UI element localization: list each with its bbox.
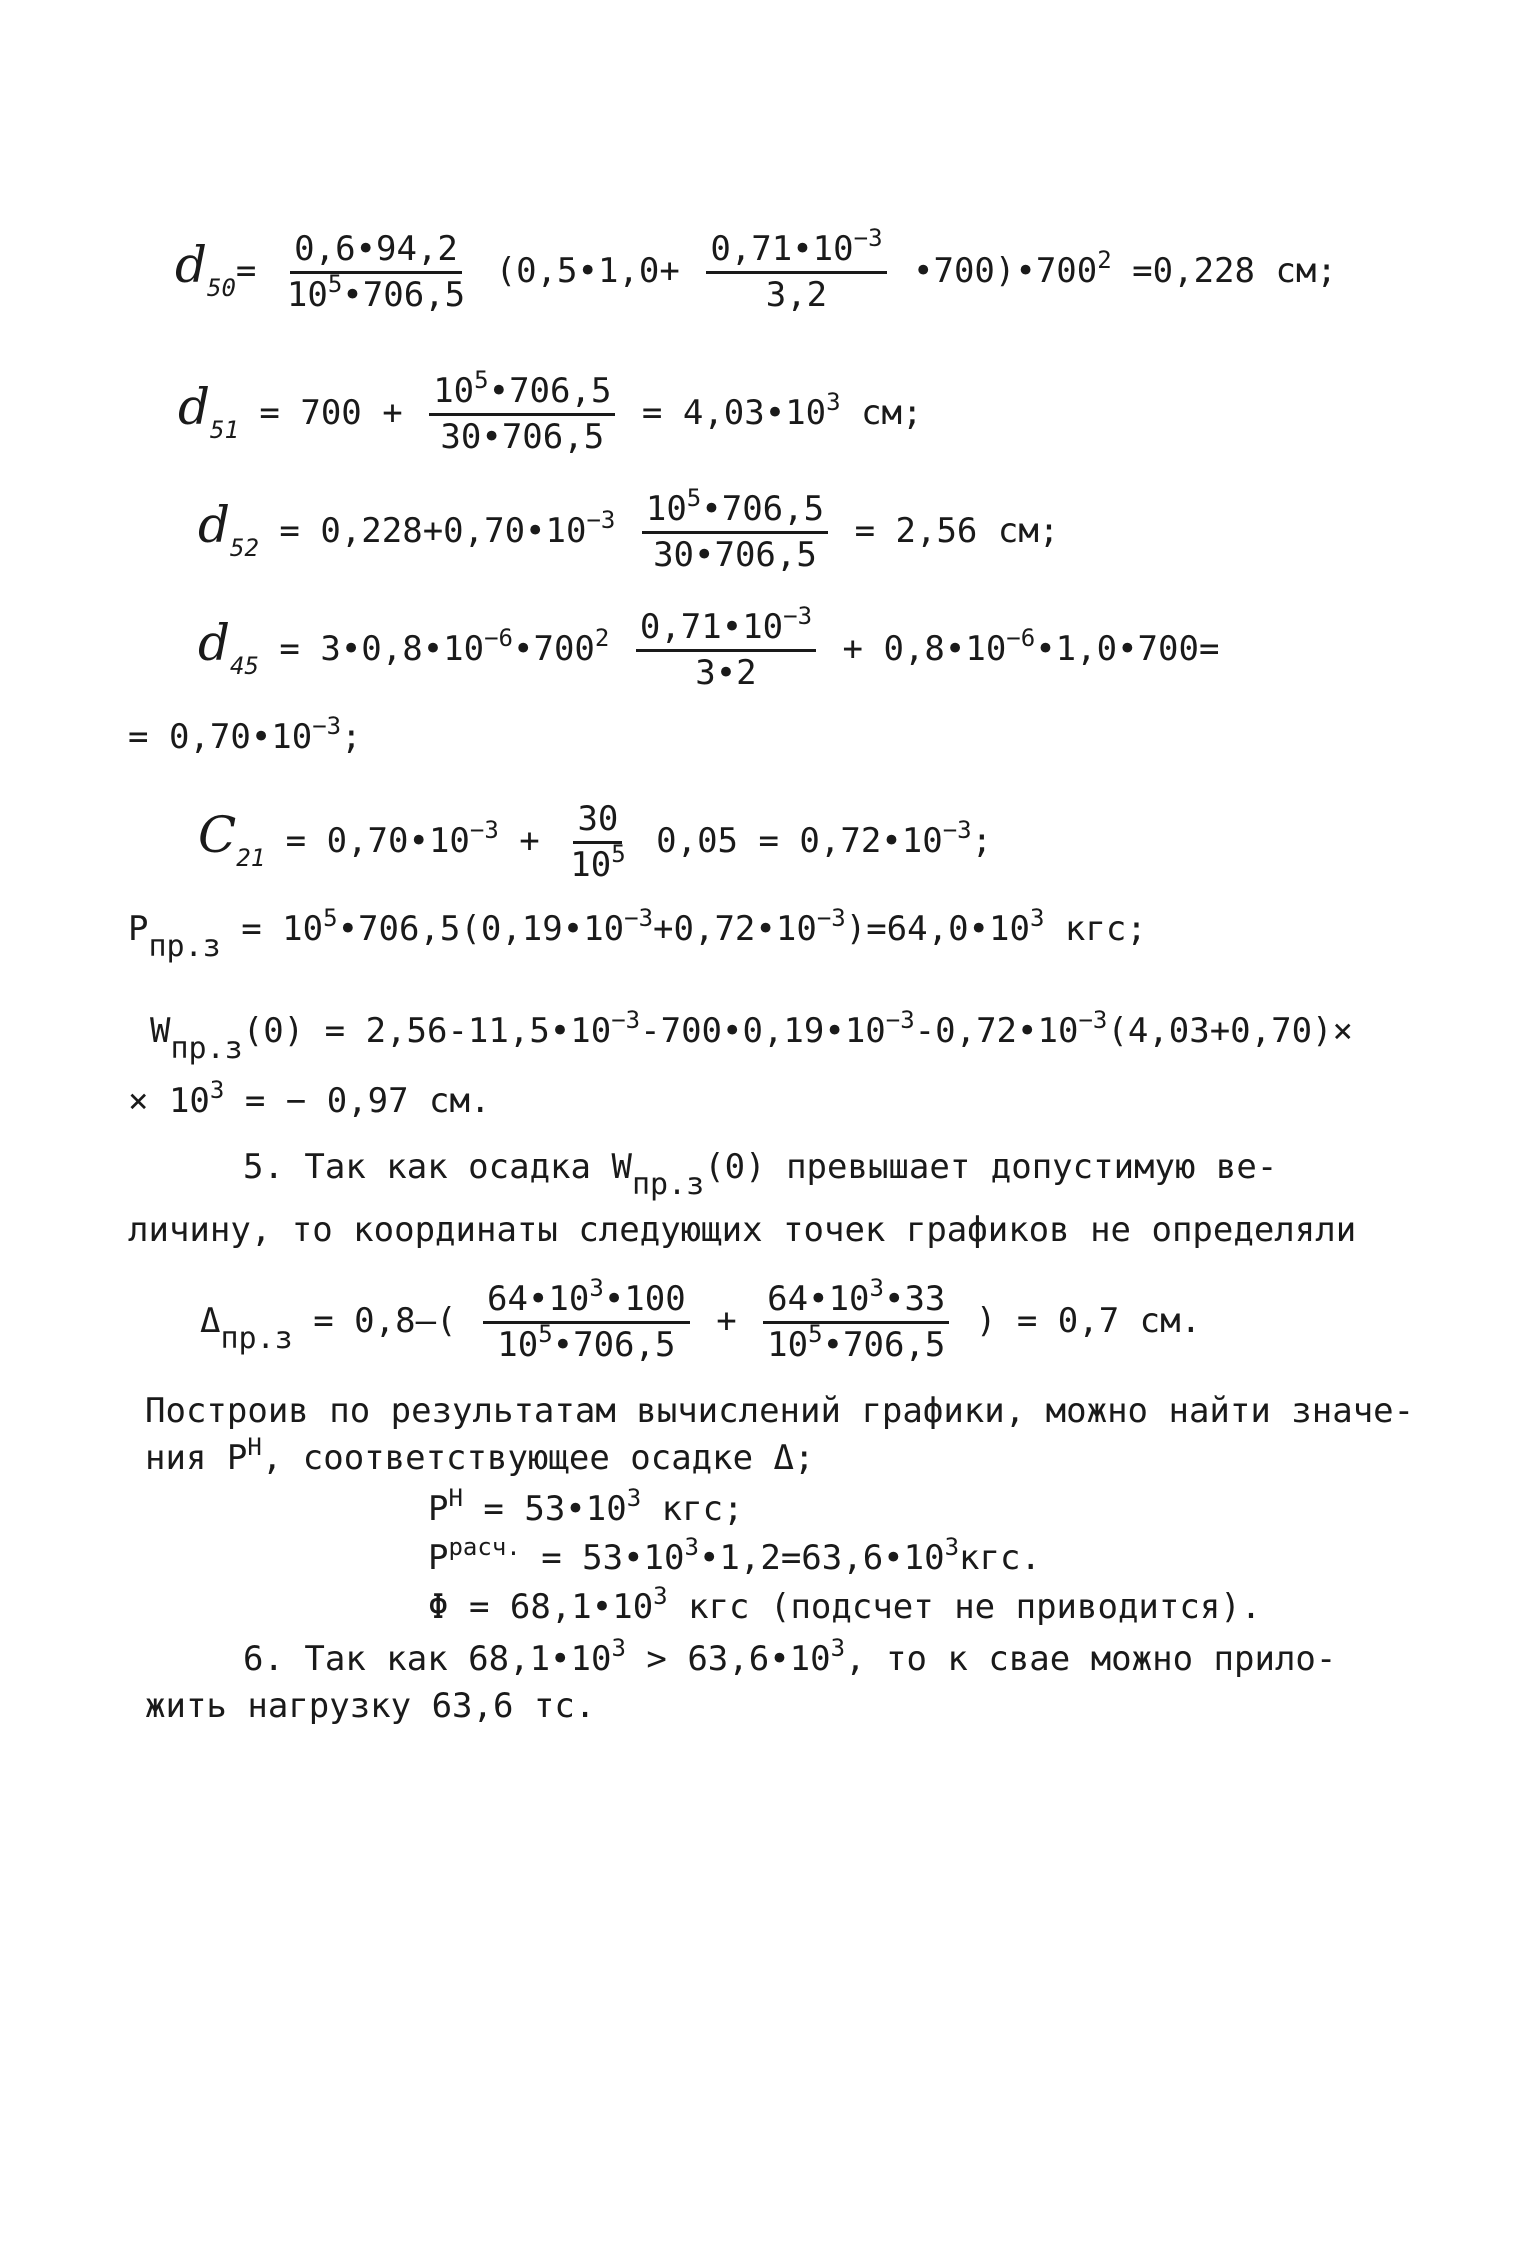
symbol-delta: Δ [200,1301,221,1342]
expression-text: = 4,03•10 [641,393,827,434]
expression-text: = 2,56 см; [854,511,1060,552]
exponent: 5 [611,840,626,869]
num-text: •100 [603,1279,686,1319]
exponent: 3 [209,1076,225,1104]
paragraph-built [145,1392,1414,1478]
expression-text: кгс; [1044,909,1147,949]
den-text: 10 [497,1325,539,1366]
equation-delta [200,1274,1202,1366]
numerator [483,1274,690,1324]
expression-text: •1,0•700= [1035,629,1220,670]
expression-text: (0,5•1,0+ [495,251,680,292]
exponent: 5 [686,484,702,512]
exponent: −3 [783,602,813,630]
symbol-d: d [178,378,211,437]
subscript: пр.з [170,1031,243,1066]
numerator [763,1274,949,1324]
paragraph-text: 5. Так как осадка W [243,1147,632,1187]
exponent: −3 [853,224,883,252]
result-text: = 53•10 [520,1538,685,1579]
denominator: 3•2 [695,653,757,694]
numerator [429,366,615,416]
exponent: −6 [484,624,514,653]
num-text: 10 [645,489,687,529]
paragraph-line [145,1433,1414,1479]
numerator [636,602,816,652]
exponent: −3 [816,904,846,932]
exponent: 3 [611,1634,626,1662]
symbol-d: d [175,236,208,295]
result-line-phi [428,1582,1262,1628]
fraction [429,366,615,458]
expression-text: +0,72•10 [653,909,817,949]
exponent: 3 [869,1274,884,1302]
subscript: пр.з [220,1321,293,1357]
denominator [566,840,629,886]
equation-w [150,1006,1353,1067]
expression-text: (4,03+0,70)× [1107,1011,1353,1051]
fraction [283,230,469,315]
exponent: 2 [594,624,610,653]
num-text: 64•10 [487,1279,590,1319]
fraction [642,484,828,576]
den-text: •706,5 [552,1325,676,1366]
subscript: 45 [230,652,259,681]
exponent: −3 [586,506,616,535]
symbol-w: W [150,1011,171,1051]
numerator: 30 [573,800,622,844]
exponent: 3 [944,1533,960,1562]
expression-text: = 0,8–( [313,1301,457,1342]
denominator [493,1320,679,1366]
paragraph-text: , то к свае можно прило- [845,1639,1337,1679]
num-text: •706,5 [488,371,612,411]
den-text: 10 [570,845,612,886]
num-text: •706,5 [701,489,825,529]
exponent: 3 [589,1274,604,1302]
expression-text: -0,72•10 [914,1011,1079,1051]
equation-c21 [198,800,992,885]
expression-text: = 0,70•10 [285,821,470,862]
paragraph-line: Построив по результатам вычислений графики, можно найти значе- [145,1391,1415,1431]
equation-d45 [198,602,1220,694]
symbol-d: d [198,614,231,673]
result-text: P [428,1538,449,1579]
num-text: 0,71•10 [639,607,784,647]
exponent: −3 [942,816,972,845]
expression-text: =0,228 см; [1111,251,1337,292]
expression-text: = 700 + [259,393,403,434]
exponent: 5 [323,904,338,932]
results-block [428,1484,1262,1628]
result-text: кгс (подсчет не приводится). [667,1587,1262,1628]
subscript: 51 [210,416,239,445]
paragraph-line [128,1148,1356,1203]
exponent: 5 [474,366,489,394]
expression-text: + [716,1301,737,1342]
expression-text: = 10 [241,909,324,949]
paragraph-text: , соответствующее осадке Δ; [261,1438,815,1479]
denominator [283,270,469,316]
exponent: Н [247,1433,262,1462]
exponent: −3 [624,904,654,932]
exponent: 3 [830,1634,846,1662]
num-text: 10 [433,371,475,411]
numerator: 0,6•94,2 [290,230,462,274]
num-text: 0,71•10 [710,229,854,269]
exponent: −3 [1078,1006,1108,1034]
result-text: P [428,1489,449,1529]
subscript: пр.з [631,1167,705,1202]
paragraph-line: личину, то координаты следующих точек графиков не определяли [128,1209,1357,1250]
expression-text: ) = 0,7 см. [975,1301,1202,1342]
subscript: 52 [230,534,259,563]
expression-text: = 0,228+0,70•10 [279,511,587,552]
symbol-d: d [198,496,231,555]
exponent: Н [448,1484,463,1512]
exponent: 2 [1097,246,1112,275]
exponent: 3 [626,1484,642,1512]
expression-text: )=64,0•10 [845,909,1030,949]
result-text: кгс; [641,1489,744,1529]
expression-text: × 10 [128,1081,210,1121]
paragraph-text: 6. Так как 68,1•10 [243,1639,612,1679]
paragraph-line [145,1634,1337,1679]
paragraph-line: жить нагрузку 63,6 тс. [145,1686,596,1727]
den-text: 10 [286,275,328,316]
expression-text: 0,05 = 0,72•10 [656,821,943,862]
numerator [706,224,886,274]
equation-d51 [178,366,923,458]
paragraph-text: > 63,6•10 [625,1639,831,1679]
denominator [763,1320,949,1366]
equation-d50 [175,224,1337,316]
equation-d52 [198,484,1060,576]
expression-text: •700 [513,629,595,670]
exponent: −6 [1006,624,1036,653]
exponent: −3 [885,1006,915,1034]
paragraph-text: (0) превышает допустимую ве- [704,1147,1278,1187]
exponent: −3 [312,712,342,740]
expression-text: -700•0,19•10 [640,1011,886,1051]
subscript: 21 [236,844,266,873]
symbol-p: P [128,909,149,949]
expression-text: •706,5(0,19•10 [337,909,625,949]
exponent: 3 [826,388,841,417]
expression-text: = − 0,97 см. [224,1081,491,1121]
exponent: 3 [653,1582,668,1611]
den-text: •706,5 [342,275,466,316]
denominator: 30•706,5 [440,417,605,458]
equation-w-line2 [128,1076,491,1121]
paragraph-6 [145,1634,1337,1727]
exponent: 3 [684,1533,699,1562]
denominator: 30•706,5 [653,535,817,576]
paragraph-text: ния P [145,1438,248,1479]
den-text: 10 [767,1325,809,1366]
expression-text: •700)•700 [913,251,1098,292]
result-line-pn [428,1484,1261,1529]
paragraph-5 [128,1148,1356,1250]
num-text: •33 [883,1279,946,1319]
expression-text: = 2,56-11,5•10 [324,1011,612,1051]
result-text: кгс. [959,1538,1041,1579]
exponent: 5 [538,1320,553,1349]
expression-text: ; [971,821,993,862]
result-text: Φ = 68,1•10 [428,1587,654,1628]
result-text: •1,2=63,6•10 [698,1538,945,1579]
exponent: 5 [808,1320,823,1349]
expression-text: + 0,8•10 [842,629,1007,670]
exponent: −3 [469,816,499,845]
den-text: •706,5 [822,1325,946,1366]
expression-text: = 3•0,8•10 [279,629,485,670]
subscript: пр.з [148,929,221,964]
fraction [483,1274,690,1366]
expression-text: = 0,70•10 [128,717,313,757]
expression-text: ; [341,717,362,757]
numerator [642,484,828,534]
fraction [636,602,816,694]
denominator: 3,2 [765,275,828,316]
exponent: 3 [1029,904,1045,932]
symbol-c: C [198,806,237,865]
fraction [706,224,886,316]
equation-p [128,904,1147,965]
exponent: −3 [611,1006,641,1034]
num-text: 64•10 [767,1279,870,1319]
result-line-prasch [428,1533,1261,1579]
equation-d45-line2 [128,712,362,757]
fraction [763,1274,949,1366]
equals-sign: = [235,251,257,292]
expression-text: + [498,821,540,862]
expression-text: (0) [242,1011,305,1051]
exponent: 5 [327,270,343,299]
fraction [566,800,629,885]
result-text: = 53•10 [462,1489,627,1529]
exponent: расч. [448,1533,521,1562]
subscript: 50 [207,274,236,303]
expression-text: см; [840,393,923,434]
